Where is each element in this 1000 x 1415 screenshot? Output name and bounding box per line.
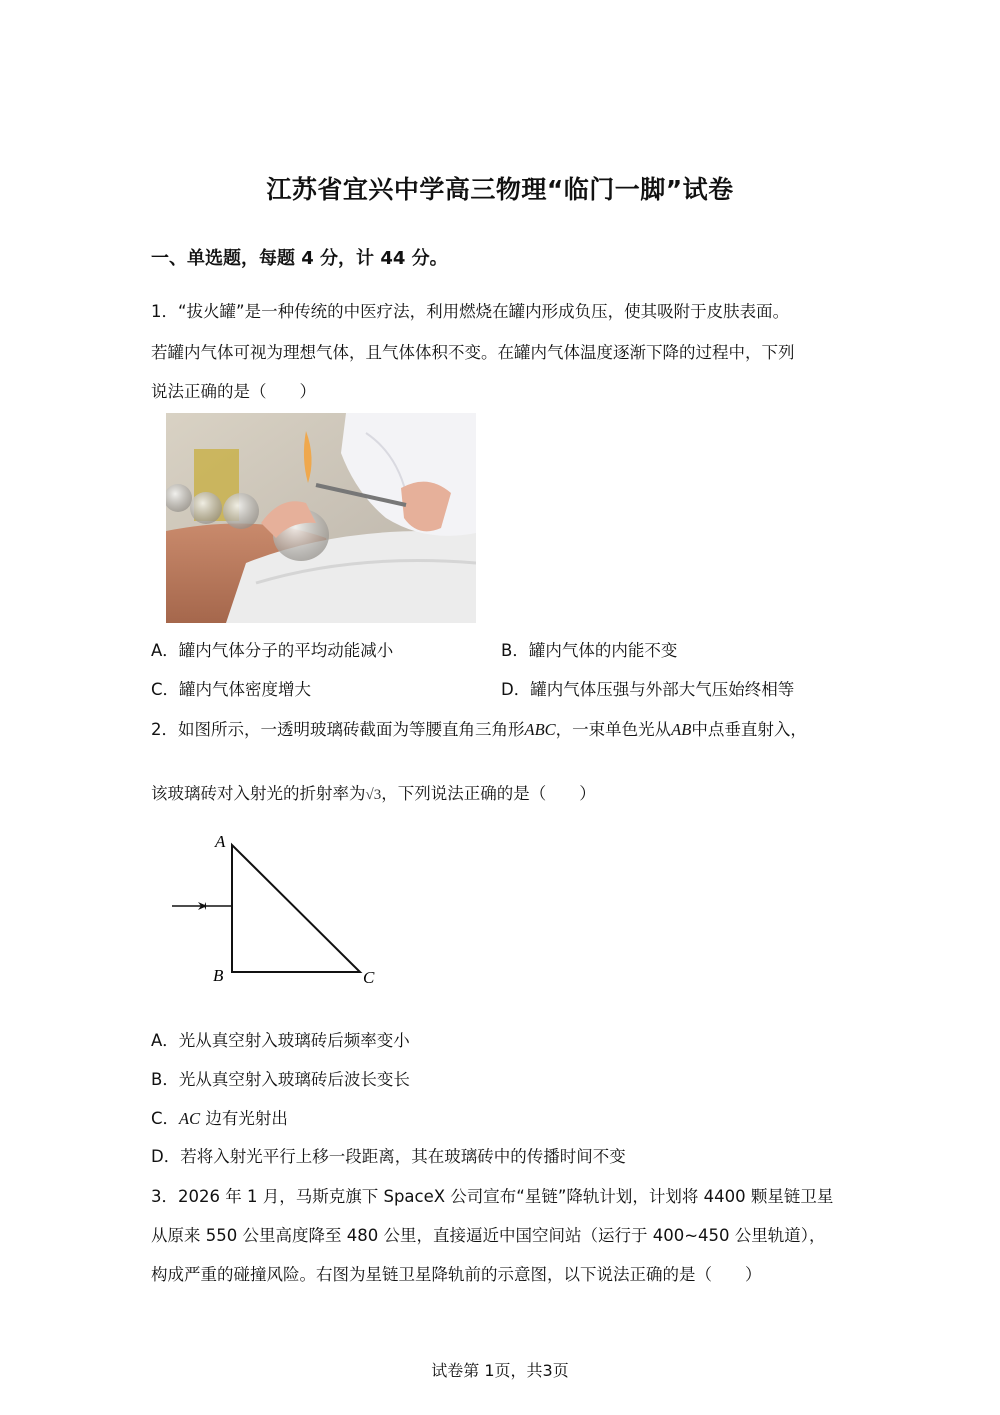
q2-option-c <box>151 1105 288 1129</box>
q2-line-1-text-a: 2．如图所示，一透明玻璃砖截面为等腰直角三角形 <box>151 720 525 739</box>
vertex-label-b: B <box>213 966 224 985</box>
q1-option-c: C．罐内气体密度增大 <box>151 680 312 699</box>
q2-line-1-text-c: ，一束单色光从 <box>555 720 672 739</box>
q3-line-3: 构成严重的碰撞风险。右图为星链卫星降轨前的示意图，以下说法正确的是（ ） <box>151 1265 762 1284</box>
q2-option-c-prefix: C． <box>151 1109 180 1128</box>
vertex-label-c: C <box>363 968 375 987</box>
q1-option-b: B．罐内气体的内能不变 <box>501 641 678 660</box>
q2-line-2-text-a: 该玻璃砖对入射光的折射率为 <box>151 784 366 803</box>
q1-line-3: 说法正确的是（ ） <box>151 382 316 401</box>
q2-side-name: AB <box>671 720 692 739</box>
cupping-photo <box>166 413 476 623</box>
triangle-abc <box>232 845 360 972</box>
q3-line-1: 3．2026 年 1 月，马斯克旗下 SpaceX 公司宣布“星链”降轨计划，计划将 4400 颗星链卫星 <box>151 1187 834 1206</box>
q2-line-2 <box>151 780 596 804</box>
q2-option-a: A．光从真空射入玻璃砖后频率变小 <box>151 1031 410 1050</box>
q2-line-1 <box>151 716 807 740</box>
triangle-diagram <box>160 825 390 990</box>
q2-option-c-side: AC <box>179 1109 201 1128</box>
q1-option-d: D．罐内气体压强与外部大气压始终相等 <box>501 680 795 699</box>
sqrt-3: √3 <box>365 787 382 803</box>
q2-option-c-suffix: 边有光射出 <box>200 1109 288 1128</box>
q2-line-1-text-e: 中点垂直射入， <box>691 720 807 739</box>
q2-option-d: D．若将入射光平行上移一段距离，其在玻璃砖中的传播时间不变 <box>151 1147 626 1166</box>
q2-line-2-text-b: ，下列说法正确的是（ ） <box>381 784 596 803</box>
page-title: 江苏省宜兴中学高三物理“临门一脚”试卷 <box>266 175 734 204</box>
q3-line-2: 从原来 550 公里高度降至 480 公里，直接逼近中国空间站（运行于 400~450 公里轨道）， <box>151 1226 826 1245</box>
page-footer: 试卷第 1页，共3页 <box>431 1361 569 1380</box>
q2-triangle-name: ABC <box>524 720 556 739</box>
q1-line-1: 1．“拔火罐”是一种传统的中医疗法，利用燃烧在罐内形成负压，使其吸附于皮肤表面。 <box>151 302 790 321</box>
q1-option-a: A．罐内气体分子的平均动能减小 <box>151 641 394 660</box>
vertex-label-a: A <box>215 832 226 851</box>
section-heading: 一、单选题，每题 4 分，计 44 分。 <box>151 248 448 269</box>
q2-option-b: B．光从真空射入玻璃砖后波长变长 <box>151 1070 410 1089</box>
q1-line-2: 若罐内气体可视为理想气体，且气体体积不变。在罐内气体温度逐渐下降的过程中，下列 <box>151 343 795 362</box>
